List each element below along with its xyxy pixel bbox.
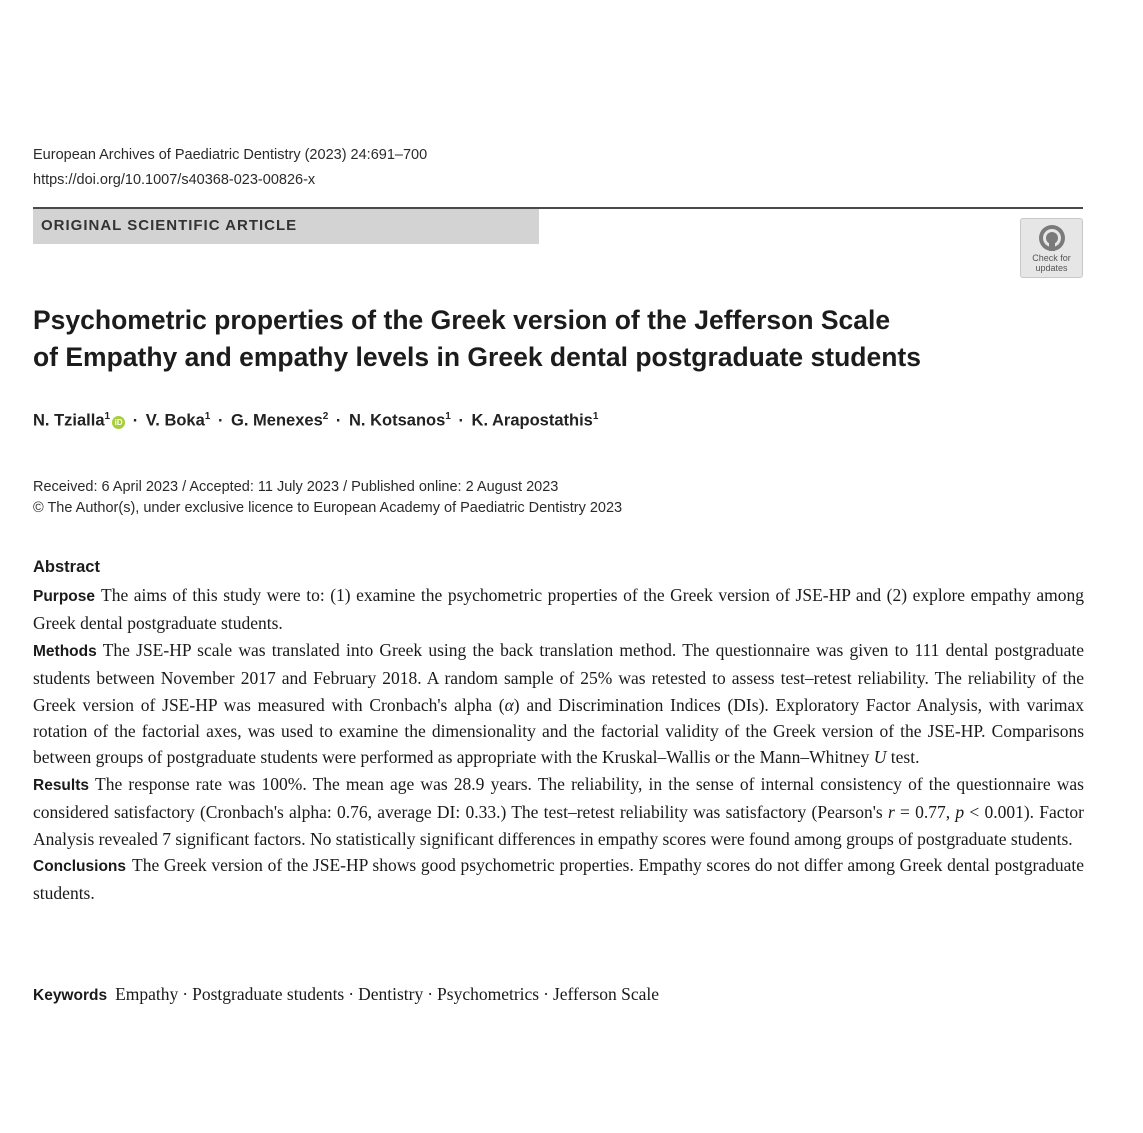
author-affiliation: 1	[204, 411, 211, 422]
author-name[interactable]: V. Boka	[145, 411, 205, 430]
author-affiliation: 2	[322, 411, 329, 422]
author-affiliation: 1	[104, 411, 111, 422]
doi-link[interactable]: https://doi.org/10.1007/s40368-023-00826-x	[33, 172, 316, 188]
crossmark-label-line1: Check for	[1032, 253, 1071, 263]
author-separator: ·	[335, 411, 342, 430]
crossmark-icon	[1037, 223, 1067, 253]
keyword-separator: ·	[182, 984, 189, 1004]
r-symbol: r	[887, 802, 895, 823]
publication-history	[33, 477, 622, 519]
abstract-conclusions	[33, 852, 1084, 907]
article-type-banner: ORIGINAL SCIENTIFIC ARTICLE	[33, 209, 539, 244]
keyword[interactable]: Jefferson Scale	[552, 984, 660, 1004]
methods-label: Methods	[33, 642, 97, 660]
author-separator: ·	[132, 411, 139, 430]
author-separator: ·	[458, 411, 464, 430]
author-name[interactable]: K. Arapostathis	[471, 411, 593, 430]
keyword[interactable]: Empathy	[115, 984, 179, 1004]
purpose-text: The aims of this study were to: (1) examine the psychometric properties of the Greek version of JSE-HP and (2) explore empathy among Greek dental postgraduate students.	[33, 585, 1084, 634]
methods-text-cont: ) and Discrimination Indices (DIs). Exploratory Factor Analysis, with varimax rotation of the factorial axes, was used to examine the dimensionality and the factorial validity of the Greek version of the JSE-HP. Comparisons between groups of postgraduate students were performed as appropriate with the Kruskal–Wallis or the Mann–Whitney	[33, 694, 1084, 768]
keyword[interactable]: Postgraduate students	[192, 984, 345, 1004]
journal-reference: European Archives of Paediatric Dentistry (2023) 24:691–700	[33, 147, 428, 163]
abstract-heading: Abstract	[33, 558, 100, 576]
results-text-cont: = 0.77,	[894, 802, 956, 823]
author-affiliation: 1	[445, 411, 451, 422]
conclusions-text: The Greek version of the JSE-HP shows good psychometric properties. Empathy scores do not differ among Greek dental postgraduate students.	[33, 855, 1084, 904]
keyword-separator: ·	[427, 984, 434, 1004]
abstract-purpose	[33, 582, 1084, 637]
title-line-1: Psychometric properties of the Greek version of the Jefferson Scale	[33, 305, 891, 335]
u-symbol: U	[873, 747, 887, 768]
author-list	[33, 411, 598, 431]
crossmark-label-line2: updates	[1035, 263, 1068, 273]
check-for-updates-badge[interactable]	[1020, 218, 1083, 278]
abstract-results	[33, 771, 1084, 852]
abstract-body	[33, 582, 1084, 907]
keyword[interactable]: Psychometrics	[437, 984, 540, 1004]
keyword[interactable]: Dentistry	[358, 984, 424, 1004]
purpose-label: Purpose	[33, 588, 96, 605]
orcid-icon[interactable]: iD	[112, 416, 125, 429]
alpha-symbol: α	[504, 694, 514, 715]
history-dates: Received: 6 April 2023 / Accepted: 11 July 2023 / Published online: 2 August 2023	[33, 479, 559, 495]
keywords-line	[33, 984, 659, 1005]
article-title	[33, 302, 1093, 376]
author-separator: ·	[217, 411, 224, 430]
author-name[interactable]: G. Menexes	[231, 411, 323, 430]
copyright-notice: © The Author(s), under exclusive licence to European Academy of Paediatric Dentistry 2023	[33, 500, 623, 516]
results-text-end: < 0.001). Factor Analysis revealed 7 significant factors. No statistically significant differences in empathy scores were found among groups of postgraduate students.	[33, 802, 1085, 849]
keywords-label: Keywords	[33, 987, 108, 1004]
results-text: The response rate was 100%. The mean age was 28.9 years. The reliability, in the sense of internal consistency of the questionnaire was considered satisfactory (Cronbach's alpha: 0.76, average DI: 0.33.) The test–retest reliability was satisfactory (Pearson's	[33, 773, 1084, 823]
keyword-separator: ·	[348, 984, 355, 1004]
author-affiliation: 1	[592, 411, 599, 422]
keyword-separator: ·	[543, 984, 549, 1004]
methods-text: The JSE-HP scale was translated into Greek using the back translation method. The questionnaire was given to 111 dental postgraduate students between November 2017 and February 2018. A random sample of 25% was retested to assess test–retest reliability. The reliability of the Greek version of JSE-HP was measured with Cronbach's alpha (	[33, 639, 1084, 715]
abstract-methods	[33, 637, 1084, 771]
results-label: Results	[33, 776, 89, 794]
p-symbol: p	[955, 802, 965, 823]
methods-text-end: test.	[886, 747, 920, 768]
conclusions-label: Conclusions	[33, 858, 127, 876]
author-name[interactable]: N. Kotsanos	[349, 411, 446, 430]
title-line-2: of Empathy and empathy levels in Greek dental postgraduate students	[33, 342, 921, 372]
author-name[interactable]: N. Tzialla	[33, 411, 105, 430]
